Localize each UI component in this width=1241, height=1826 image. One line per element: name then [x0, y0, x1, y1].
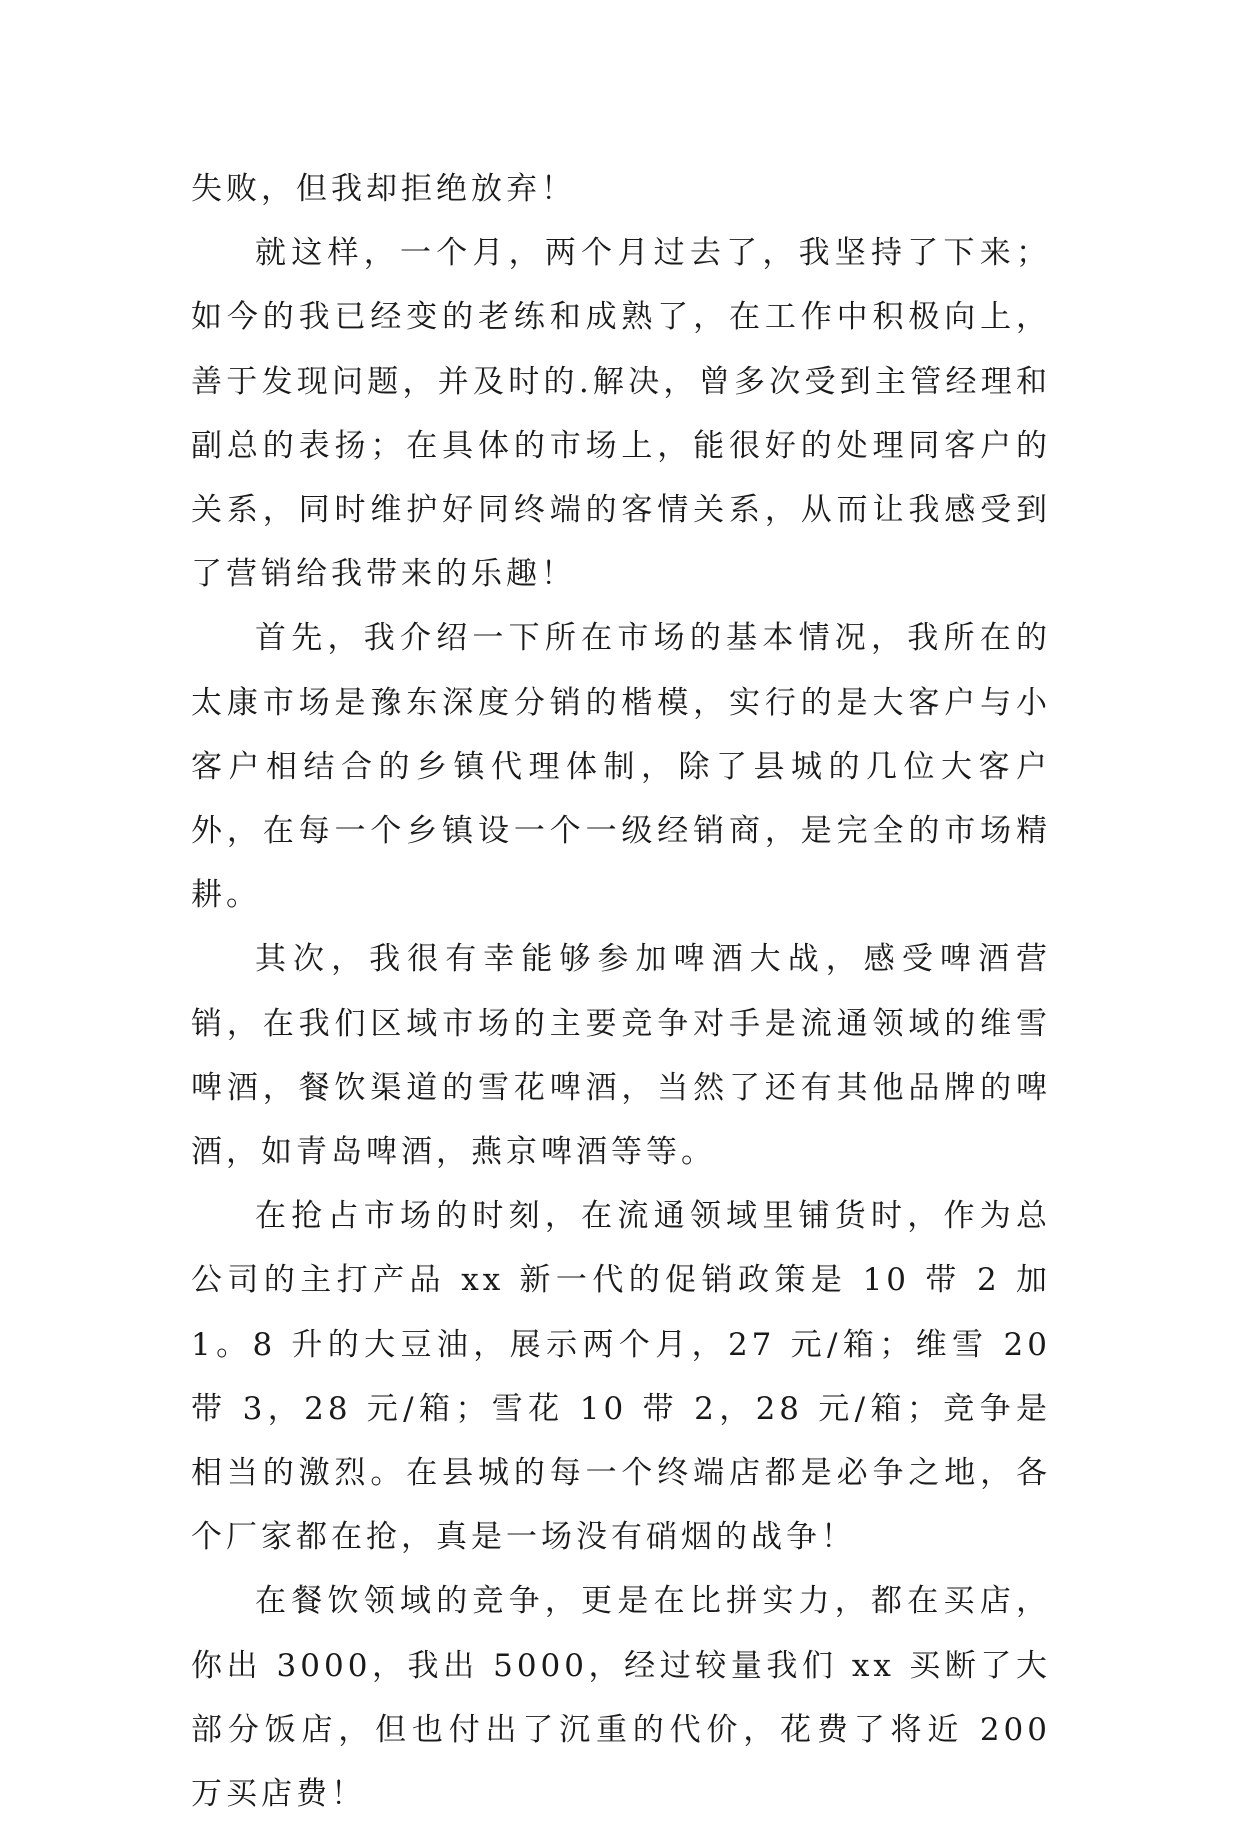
paragraph-5: 在抢占市场的时刻，在流通领域里铺货时，作为总公司的主打产品 xx 新一代的促销政策是 10 带 2 加 1。8 升的大豆油，展示两个月，27 元/箱；维雪 20 带 3，28 元/箱；雪花 10 带 2，28 元/箱；竞争是相当的激烈。在县城的每一个终端店都是必争之地，各个厂家都在抢，真是一场没有硝烟的战争！ — [191, 1198, 1051, 1556]
paragraph-1: 失败，但我却拒绝放弃！ — [191, 171, 576, 207]
paragraph-6: 在餐饮领域的竞争，更是在比拼实力，都在买店，你出 3000，我出 5000，经过较量我们 xx 买断了大部分饭店，但也付出了沉重的代价，花费了将近 200 万买店费！ — [191, 1583, 1051, 1813]
document-body — [191, 157, 1051, 1826]
paragraph-4: 其次，我很有幸能够参加啤酒大战，感受啤酒营销，在我们区域市场的主要竞争对手是流通领域的维雪啤酒，餐饮渠道的雪花啤酒，当然了还有其他品牌的啤酒，如青岛啤酒，燕京啤酒等等。 — [191, 941, 1051, 1171]
paragraph-2: 就这样，一个月，两个月过去了，我坚持了下来；如今的我已经变的老练和成熟了，在工作中积极向上，善于发现问题，并及时的.解决，曾多次受到主管经理和副总的表扬；在具体的市场上，能很好的处理同客户的关系，同时维护好同终端的客情关系，从而让我感受到了营销给我带来的乐趣！ — [191, 235, 1051, 593]
paragraph-3: 首先，我介绍一下所在市场的基本情况，我所在的太康市场是豫东深度分销的楷模，实行的是大客户与小客户相结合的乡镇代理体制，除了县城的几位大客户外，在每一个乡镇设一个一级经销商，是完全的市场精耕。 — [191, 620, 1051, 914]
